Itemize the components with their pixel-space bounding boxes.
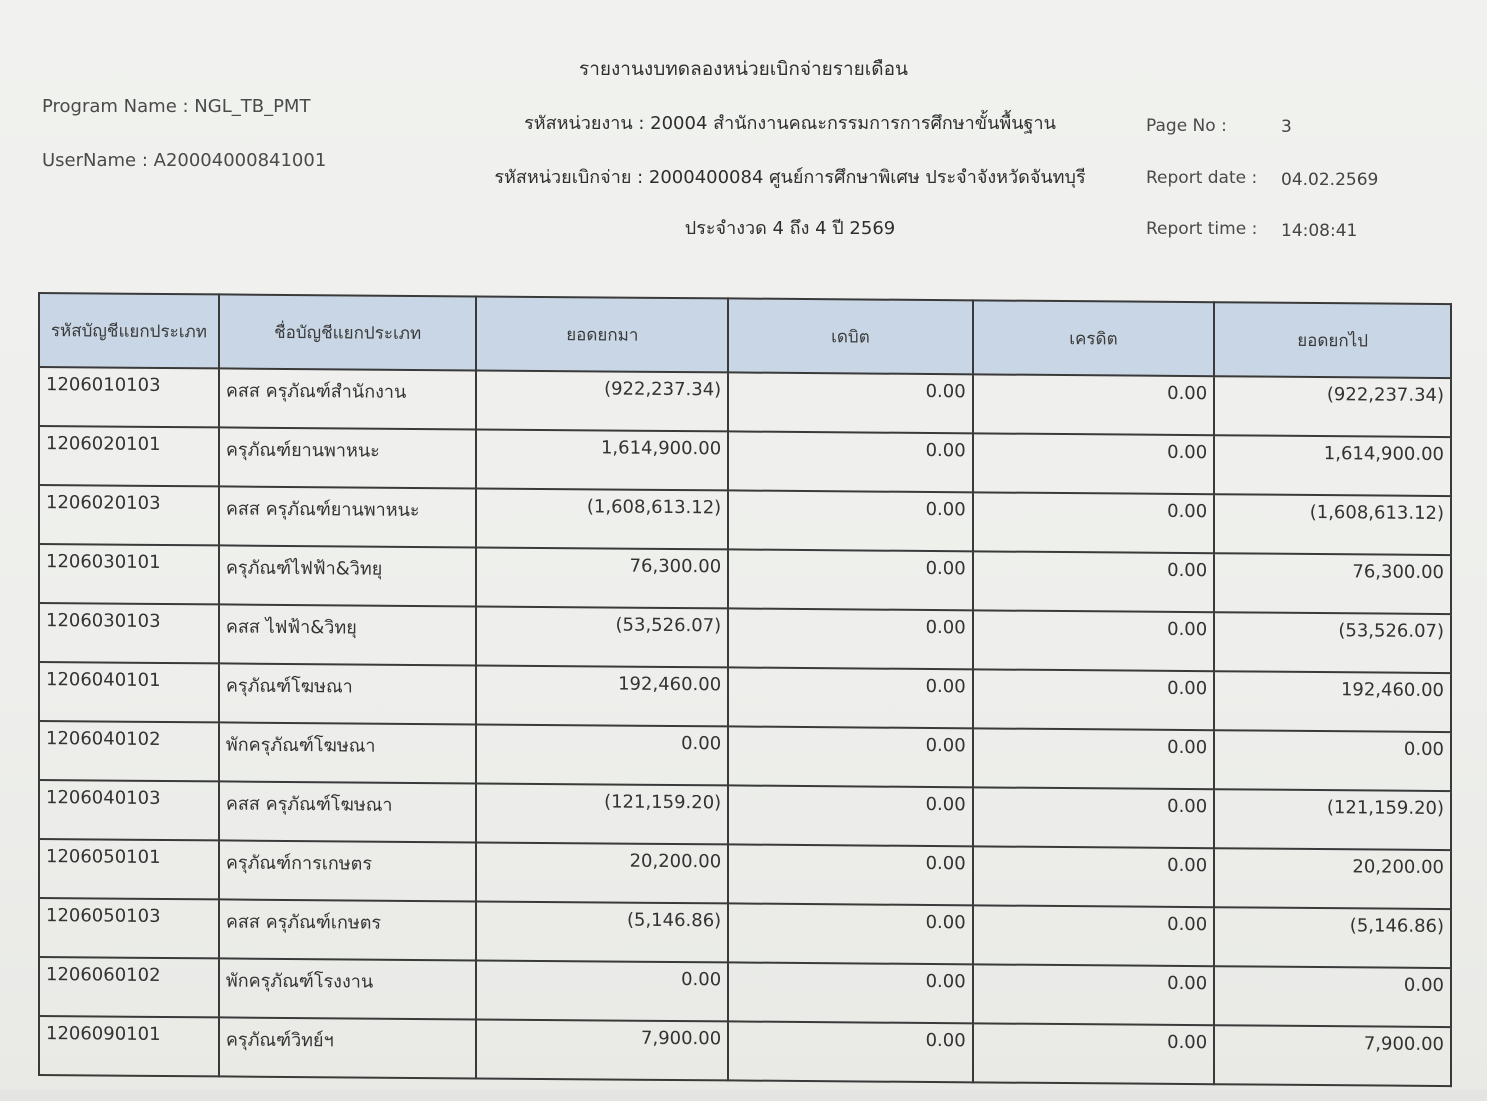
account-name-cell: คสส ครุภัณฑ์โฆษณา	[219, 781, 477, 842]
table-row	[39, 839, 1451, 909]
disbursement-unit-line: รหัสหน่วยเบิกจ่าย : 2000400084 ศูนย์การศึกษาพิเศษ ประจำจังหวัดจันทบุรี	[494, 167, 1086, 188]
account-code-cell: 1206030103	[39, 603, 219, 663]
table-row	[39, 898, 1451, 968]
agency-line: รหัสหน่วยงาน : 20004 สำนักงานคณะกรรมการการศึกษาขั้นพื้นฐาน	[524, 113, 1056, 134]
debit-cell: 0.00	[728, 903, 973, 964]
brought-forward-cell: 0.00	[476, 960, 728, 1021]
account-name-cell: คสส ไฟฟ้า&วิทยุ	[219, 604, 477, 665]
account-name-cell: คสส ครุภัณฑ์เกษตร	[219, 899, 477, 960]
table-row	[39, 426, 1451, 496]
credit-cell: 0.00	[973, 669, 1215, 730]
carried-forward-cell: (922,237.34)	[1214, 376, 1451, 437]
brought-forward-cell: (53,526.07)	[476, 606, 728, 667]
credit-cell: 0.00	[973, 728, 1215, 789]
credit-cell: 0.00	[973, 492, 1215, 553]
brought-forward-cell: (922,237.34)	[476, 370, 728, 431]
debit-cell: 0.00	[728, 549, 973, 610]
brought-forward-cell: 1,614,900.00	[476, 429, 728, 490]
header-debit: เดบิต	[728, 298, 973, 374]
debit-cell: 0.00	[728, 1021, 973, 1082]
carried-forward-cell: 192,460.00	[1214, 671, 1451, 732]
account-code-cell: 1206090101	[39, 1016, 219, 1076]
report-time-value: 14:08:41	[1281, 221, 1358, 241]
brought-forward-cell: 0.00	[476, 724, 728, 785]
carried-forward-cell: 1,614,900.00	[1214, 435, 1451, 496]
table-row	[39, 544, 1451, 614]
brought-forward-cell: (1,608,613.12)	[476, 488, 728, 549]
carried-forward-cell: (5,146.86)	[1214, 907, 1451, 968]
account-name-cell: ครุภัณฑ์วิทย์ฯ	[219, 1017, 477, 1078]
account-code-cell: 1206050101	[39, 839, 219, 899]
debit-cell: 0.00	[728, 608, 973, 669]
report-time-label: Report time :	[1146, 219, 1258, 239]
carried-forward-cell: (121,159.20)	[1214, 789, 1451, 850]
credit-cell: 0.00	[973, 374, 1215, 435]
debit-cell: 0.00	[728, 962, 973, 1023]
user-name: UserName : A20004000841001	[42, 150, 327, 171]
debit-cell: 0.00	[728, 372, 973, 433]
account-code-cell: 1206020101	[39, 426, 219, 486]
account-name-cell: ครุภัณฑ์ไฟฟ้า&วิทยุ	[219, 545, 477, 606]
carried-forward-cell: 0.00	[1214, 730, 1451, 791]
carried-forward-cell: (1,608,613.12)	[1214, 494, 1451, 555]
account-name-cell: ครุภัณฑ์การเกษตร	[219, 840, 477, 901]
debit-cell: 0.00	[728, 490, 973, 551]
account-code-cell: 1206020103	[39, 485, 219, 545]
credit-cell: 0.00	[973, 964, 1215, 1025]
header-brought-forward: ยอดยกมา	[476, 296, 728, 372]
table-row	[39, 1016, 1451, 1086]
brought-forward-cell: (121,159.20)	[476, 783, 728, 844]
credit-cell: 0.00	[973, 905, 1215, 966]
period-line: ประจำงวด 4 ถึง 4 ปี 2569	[684, 218, 896, 239]
account-name-cell: พักครุภัณฑ์โฆษณา	[219, 722, 477, 783]
credit-cell: 0.00	[973, 1023, 1215, 1084]
report-date-value: 04.02.2569	[1281, 170, 1379, 190]
trial-balance-table	[38, 292, 1452, 1087]
header-carried-forward: ยอดยกไป	[1214, 302, 1451, 378]
account-name-cell: คสส ครุภัณฑ์สำนักงาน	[219, 368, 477, 429]
credit-cell: 0.00	[973, 551, 1215, 612]
account-code-cell: 1206040102	[39, 721, 219, 781]
page-no-value: 3	[1281, 117, 1292, 137]
credit-cell: 0.00	[973, 610, 1215, 671]
header-account-name: ชื่อบัญชีแยกประเภท	[219, 294, 477, 370]
debit-cell: 0.00	[728, 844, 973, 905]
brought-forward-cell: 76,300.00	[476, 547, 728, 608]
account-code-cell: 1206010103	[39, 367, 219, 427]
table-row	[39, 662, 1451, 732]
credit-cell: 0.00	[973, 787, 1215, 848]
debit-cell: 0.00	[728, 431, 973, 492]
carried-forward-cell: 20,200.00	[1214, 848, 1451, 909]
carried-forward-cell: 0.00	[1214, 966, 1451, 1027]
table-row	[39, 957, 1451, 1027]
account-name-cell: คสส ครุภัณฑ์ยานพาหนะ	[219, 486, 477, 547]
brought-forward-cell: 192,460.00	[476, 665, 728, 726]
account-name-cell: พักครุภัณฑ์โรงงาน	[219, 958, 477, 1019]
page-no-label: Page No :	[1146, 116, 1227, 136]
account-name-cell: ครุภัณฑ์โฆษณา	[219, 663, 477, 724]
brought-forward-cell: 20,200.00	[476, 842, 728, 903]
table-row	[39, 721, 1451, 791]
table-row	[39, 780, 1451, 850]
carried-forward-cell: 7,900.00	[1214, 1025, 1451, 1086]
debit-cell: 0.00	[728, 785, 973, 846]
table-row	[39, 367, 1451, 437]
program-name: Program Name : NGL_TB_PMT	[42, 96, 311, 117]
table-header-row	[39, 293, 1451, 378]
account-code-cell: 1206060102	[39, 957, 219, 1017]
account-code-cell: 1206040103	[39, 780, 219, 840]
header-account-code: รหัสบัญชีแยกประเภท	[39, 293, 219, 368]
credit-cell: 0.00	[973, 846, 1215, 907]
table-row	[39, 485, 1451, 555]
credit-cell: 0.00	[973, 433, 1215, 494]
table-row	[39, 603, 1451, 673]
report-title: รายงานงบทดลองหน่วยเบิกจ่ายรายเดือน	[578, 58, 909, 80]
brought-forward-cell: (5,146.86)	[476, 901, 728, 962]
debit-cell: 0.00	[728, 726, 973, 787]
account-code-cell: 1206040101	[39, 662, 219, 722]
account-code-cell: 1206030101	[39, 544, 219, 604]
report-date-label: Report date :	[1146, 168, 1258, 188]
carried-forward-cell: 76,300.00	[1214, 553, 1451, 614]
header-credit: เครดิต	[973, 300, 1215, 376]
account-code-cell: 1206050103	[39, 898, 219, 958]
carried-forward-cell: (53,526.07)	[1214, 612, 1451, 673]
brought-forward-cell: 7,900.00	[476, 1019, 728, 1080]
debit-cell: 0.00	[728, 667, 973, 728]
account-name-cell: ครุภัณฑ์ยานพาหนะ	[219, 427, 477, 488]
